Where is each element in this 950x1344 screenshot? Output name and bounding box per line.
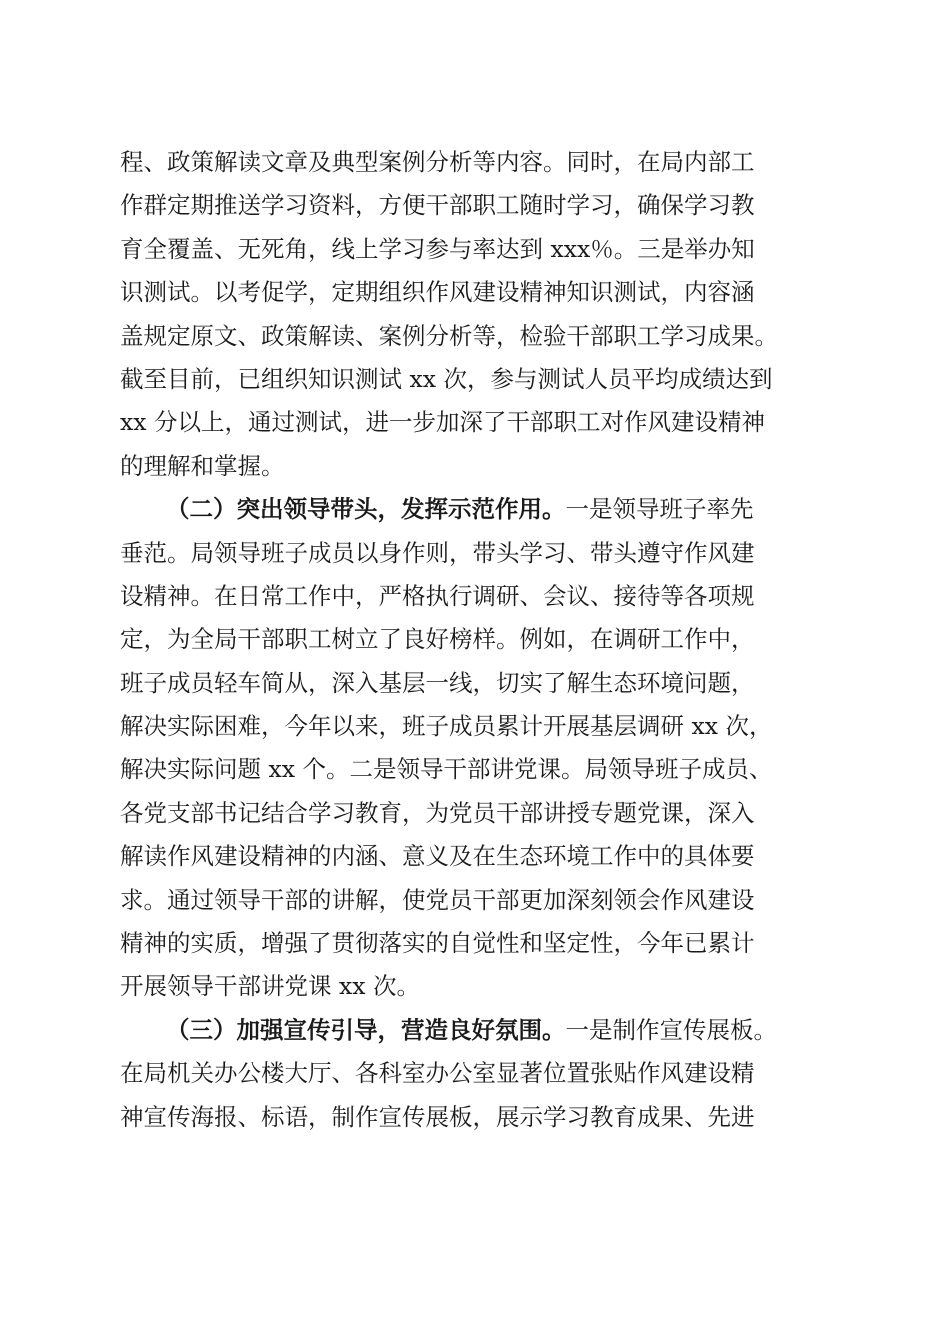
document-page — [120, 141, 840, 1139]
paragraph-line: 解决实际问题 xx 个。二是领导干部讲党课。局领导班子成员、 — [120, 755, 773, 784]
paragraph-line: 定，为全局干部职工树立了良好榜样。例如，在调研工作中， — [120, 625, 755, 654]
paragraph-line-rest: 一是制作宣传展板。 — [565, 1015, 777, 1044]
paragraph-1 — [120, 141, 840, 488]
paragraph-line: 育全覆盖、无死角，线上学习参与率达到 xxx％。三是举办知 — [120, 234, 755, 263]
paragraph-line: 截至目前，已组织知识测试 xx 次，参与测试人员平均成绩达到 — [120, 364, 773, 393]
paragraph-2 — [120, 488, 840, 1009]
paragraph-line: 识测试。以考促学，定期组织作风建设精神知识测试，内容涵 — [120, 278, 755, 307]
paragraph-line: 垂范。局领导班子成员以身作则，带头学习、带头遵守作风建 — [120, 538, 755, 567]
paragraph-line-rest: 一是领导班子率先 — [565, 495, 754, 524]
paragraph-line: xx 分以上，通过测试，进一步加深了干部职工对作风建设精神 — [120, 408, 765, 437]
paragraph-line: 求。通过领导干部的讲解，使党员干部更加深刻领会作风建设 — [120, 885, 755, 914]
paragraph-line: 的理解和掌握。 — [120, 451, 285, 480]
paragraph-line: 在局机关办公楼大厅、各科室办公室显著位置张贴作风建设精 — [120, 1059, 755, 1088]
paragraph-line: 神宣传海报、标语，制作宣传展板，展示学习教育成果、先进 — [120, 1102, 755, 1131]
paragraph-3 — [120, 1009, 840, 1139]
section-heading: （二）突出领导带头，发挥示范作用。 — [166, 495, 566, 524]
paragraph-line: 各党支部书记结合学习教育，为党员干部讲授专题党课，深入 — [120, 798, 755, 827]
paragraph-line: 开展领导干部讲党课 xx 次。 — [120, 972, 420, 1001]
paragraph-line: 解决实际困难，今年以来，班子成员累计开展基层调研 xx 次， — [120, 712, 773, 741]
section-heading: （三）加强宣传引导，营造良好氛围。 — [166, 1015, 566, 1044]
paragraph-first-line — [120, 1009, 840, 1052]
paragraph-line: 程、政策解读文章及典型案例分析等内容。同时，在局内部工 — [120, 148, 755, 176]
paragraph-line: 盖规定原文、政策解读、案例分析等，检验干部职工学习成果。 — [120, 321, 778, 350]
paragraph-line: 精神的实质，增强了贯彻落实的自觉性和坚定性，今年已累计 — [120, 929, 755, 958]
paragraph-line: 班子成员轻车简从，深入基层一线，切实了解生态环境问题， — [120, 668, 755, 697]
paragraph-line: 作群定期推送学习资料，方便干部职工随时学习，确保学习教 — [120, 191, 755, 220]
paragraph-line: 解读作风建设精神的内涵、意义及在生态环境工作中的具体要 — [120, 842, 755, 871]
paragraph-line: 设精神。在日常工作中，严格执行调研、会议、接待等各项规 — [120, 581, 755, 610]
paragraph-first-line — [120, 488, 840, 531]
